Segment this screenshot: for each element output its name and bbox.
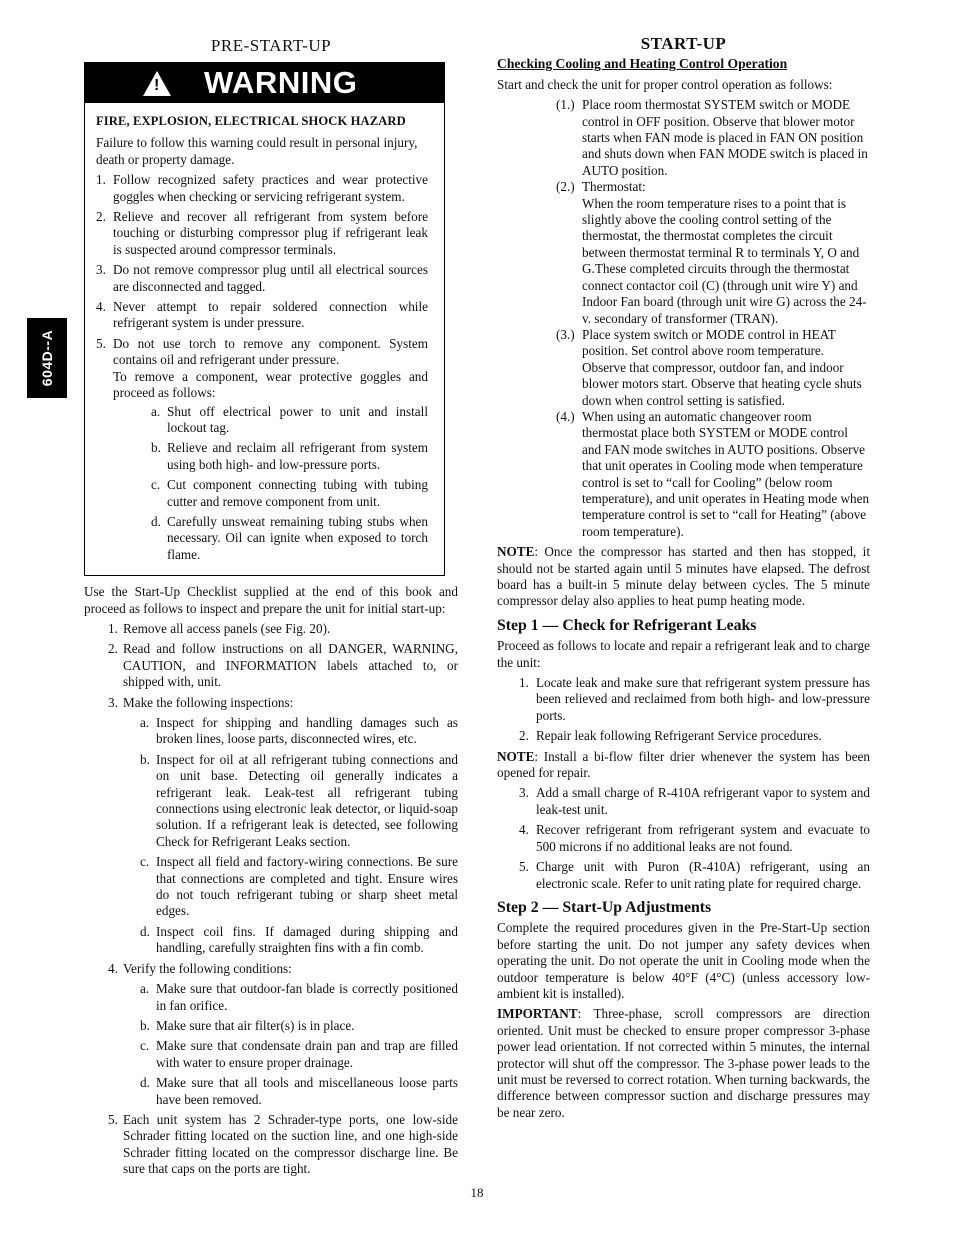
inspections-list [140,715,458,957]
list-item: 3. Make the following inspections: a. Inspect for shipping and handling damages such as broken lines, loose parts, disconnected wires, etc. b. Inspect for oil at all refrigerant tubing connections and on unit base. Detecting oil generally indicates a refrigerant leak. Leak-test all refrigerant tubing connections using electronic leak detector, or liquid-soap solution. If a refrigerant leak is detected, see following Check for Refrigerant Leaks section. c. Inspect all field and factory-wiring connections. Be sure that connections are completed and tight. Ensure wires do not touch refrigerant tubing or sharp sheet metal edges. d. Inspect coil fins. If damaged during shipping and handling, carefully straighten fins with a fin comb. [108,694,458,956]
warning-list [96,172,428,563]
warning-triangle-icon [143,71,171,96]
warning-sub-list [151,404,428,564]
list-item: a. Make sure that outdoor-fan blade is correctly positioned in fan orifice. [140,981,458,1013]
note-filter-drier: NOTE: Install a bi-flow filter drier whenever the system has been opened for repair. [497,748,870,781]
start-up-heading: START-UP [640,34,727,53]
conditions-list [140,981,458,1108]
list-item: d. Make sure that all tools and miscellaneous loose parts have been removed. [140,1075,458,1107]
hazard-title: FIRE, EXPLOSION, ELECTRICAL SHOCK HAZARD [96,114,406,128]
list-item: d. Inspect coil fins. If damaged during shipping and handling, carefully straighten fins with a fin comb. [140,923,458,956]
side-tab [27,318,67,398]
list-item: (1.) Place room thermostat SYSTEM switch or MODE control in OFF position. Observe that blower motor starts when FAN mode is placed in FAN ON position and shuts down when FAN MODE switch is placed in AUTO position. [556,97,868,178]
step1-list-b [519,785,870,891]
list-item: 5. Each unit system has 2 Schrader-type ports, one low-side Schrader fitting located on the suction line, and one high-side Schrader fitting located on the compressor discharge line. Be sure that caps on the ports are tight. [108,1111,458,1177]
list-item: b. Relieve and reclaim all refrigerant from system using both high- and low-pressure ports. [151,440,428,472]
list-item: 5. Charge unit with Puron (R-410A) refrigerant, using an electronic scale. Refer to unit rating plate for required charge. [519,859,870,891]
step1-intro: Proceed as follows to locate and repair a refrigerant leak and to charge the unit: [497,638,870,670]
side-tab-label: 604D--A [39,329,55,387]
list-item: c. Make sure that condensate drain pan and trap are filled with water to ensure proper drainage. [140,1038,458,1070]
warning-title: WARNING [204,65,358,100]
pre-start-up-checklist [108,621,458,1178]
list-item: 1. Remove all access panels (see Fig. 20). [108,620,331,636]
control-operation-subheading: Checking Cooling and Heating Control Operation [497,56,788,72]
list-item: b. Make sure that air filter(s) is in place. [140,1017,355,1033]
page-number: 18 [470,1185,484,1200]
list-item: 3. Do not remove compressor plug until all electrical sources are disconnected and tagged. [96,262,428,294]
list-item: c. Inspect all field and factory-wiring connections. Be sure that connections are completed and tight. Ensure wires do not touch refrigerant tubing or sharp sheet metal edges. [140,854,458,919]
list-item: a. Inspect for shipping and handling damages such as broken lines, loose parts, disconnected wires, etc. [140,715,458,747]
step2-heading: Step 2 — Start-Up Adjustments [497,898,712,916]
warning-banner [85,63,444,103]
list-item: 4. Verify the following conditions: a. Make sure that outdoor-fan blade is correctly positioned in fan orifice. b. Make sure that air filter(s) is in place. c. Make sure that condensate drain pan and trap are filled with water to ensure proper drainage. d. Make sure that all tools and miscellaneous loose parts have been removed. [108,960,458,1107]
warning-body [85,103,444,575]
list-item: (3.) Place system switch or MODE control in HEAT position. Set control above room temperature. Observe that compressor, outdoor fan, and indoor blower motors start. Observe that heating cycle shuts down when control setting is satisfied. [556,326,862,408]
list-item: (2.) Thermostat: When the room temperature rises to a point that is slightly above the cooling control setting of the thermostat, the thermostat completes the circuit between thermostat terminal R to terminals Y, O and G.These completed circuits through the thermostat connect contactor coil (C) (through unit wire Y) and Indoor Fan board (through unit wire G) across the 24-v. secondary of transformer (TRAN). [556,179,867,326]
list-item: 4. Recover refrigerant from refrigerant system and evacuate to 500 microns if no additional leaks are not found. [519,822,870,854]
list-item: 1. Follow recognized safety practices and wear protective goggles when checking or servicing refrigerant system. [96,172,428,204]
control-operation-intro: Start and check the unit for proper control operation as follows: [497,76,833,92]
warning-intro: Failure to follow this warning could result in personal injury, death or property damage. [96,135,418,167]
important-note: IMPORTANT: Three-phase, scroll compressors are direction oriented. Unit must be checked to ensure proper compressor 3-phase power lead orientation. If not corrected within 5 minutes, the internal protector will shut off the compressor. The 3-phase power leads to the unit must be reversed to correct rotation. When turning backwards, the difference between compressor suction and discharge pressures may be near zero. [497,1006,870,1120]
left-column [84,36,458,1182]
step1-heading: Step 1 — Check for Refrigerant Leaks [497,616,757,634]
list-item: 5. Do not use torch to remove any component. System contains oil and refrigerant under pressure. To remove a component, wear protective goggles and proceed as follows: a. Shut off electrical power to unit and install lockout tag. b. Relieve and reclaim all refrigerant from system using both high- and low-pressure ports. c. Cut component connecting tubing with tubing cutter and remove component from unit. d. Carefully unsweat remaining tubing stubs when necessary. Oil can ignite when exposed to torch flame. [96,335,428,562]
pre-start-up-intro: Use the Start-Up Checklist supplied at the end of this book and proceed as follows to inspect and prepare the unit for initial start-up: [84,584,458,616]
control-steps-list [557,97,870,540]
list-item: 2. Read and follow instructions on all DANGER, WARNING, CAUTION, and INFORMATION labels attached to, or shipped with, unit. [108,641,458,690]
right-column [497,36,870,1125]
list-item: b. Inspect for oil at all refrigerant tubing connections and on unit base. Detecting oil generally indicates a refrigerant leak. Leak-test all refrigerant tubing connections using electronic leak detector, or liquid-soap solution. If a refrigerant leak is detected, see following Check for Refrigerant Leaks section. [140,751,458,849]
list-item: d. Carefully unsweat remaining tubing stubs when necessary. Oil can ignite when exposed to torch flame. [151,513,428,562]
warning-box [84,62,445,576]
step1-list-a [519,675,870,745]
pre-start-up-heading: PRE-START-UP [210,36,332,55]
list-item: 2. Repair leak following Refrigerant Service procedures. [519,728,822,744]
list-item: 2. Relieve and recover all refrigerant from system before touching or disturbing compressor plug if refrigerant leak is suspected around compressor terminals. [96,209,428,257]
list-item: a. Shut off electrical power to unit and install lockout tag. [151,403,428,435]
list-item: 4. Never attempt to repair soldered connection while refrigerant system is under pressure. [96,299,428,331]
list-item: 1. Locate leak and make sure that refrigerant system pressure has been relieved and reclaimed from both high- and low-pressure ports. [519,675,870,723]
list-item: 3. Add a small charge of R-410A refrigerant vapor to system and leak-test unit. [519,785,870,817]
list-item: (4.) When using an automatic changeover room thermostat place both SYSTEM or MODE control and FAN mode switches in AUTO positions. Observe that unit operates in Cooling mode when temperature control is set to “call for Cooling” (below room temperature), and unit operates in Heating mode when temperature control is set to “call for Heating” (above room temperature). [556,408,870,539]
note-compressor-delay: NOTE: Once the compressor has started and then has stopped, it should not be started again until 5 minutes have elapsed. The defrost board has a built-in 5 minute delay between cycles. The 5 minute compressor delay also applies to heat pump heating mode. [497,544,870,609]
step2-text: Complete the required procedures given in the Pre-Start-Up section before starting the unit. Do not jumper any safety devices when operating the unit. Do not operate the unit in Cooling mode when the outdoor temperature is below 40°F (4°C) (unless accessory low-ambient kit is installed). [497,920,870,1001]
pre-start-up-body [84,584,458,1177]
list-item: c. Cut component connecting tubing with tubing cutter and remove component from unit. [151,477,428,509]
